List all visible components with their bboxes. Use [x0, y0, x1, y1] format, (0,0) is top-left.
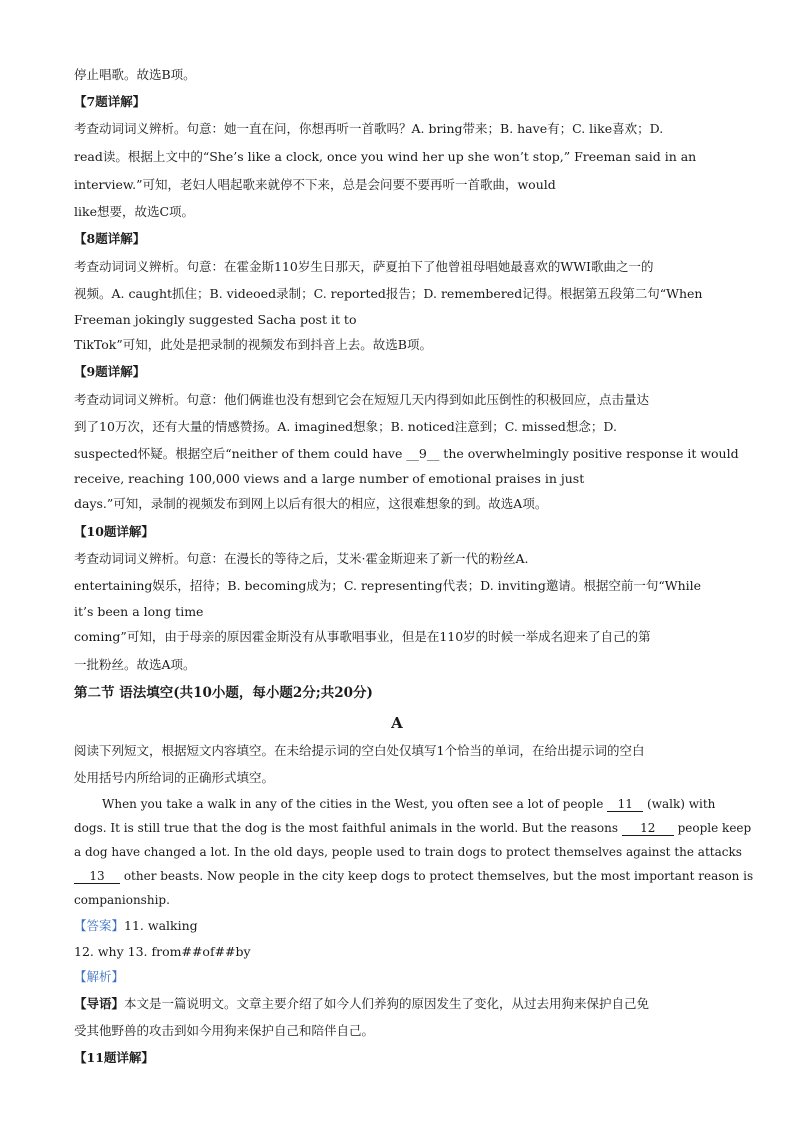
guide-label: 【导语】: [74, 996, 125, 1011]
question-8-heading: 【8题详解】: [74, 231, 146, 246]
text-line: receive, reaching 100,000 views and a large number of emotional praises in just: [74, 471, 585, 486]
question-10-heading: 【10题详解】: [74, 524, 154, 539]
text-line: interview.”可知，老妇人唱起歌来就停不下来，总是会问要不要再听一首歌曲，would: [74, 177, 556, 192]
blank-13: 13: [74, 869, 120, 884]
text-line: 视频。A. caught抓住；B. videoed录制；C. reported报告；D. remembered记得。根据第五段第二句“When: [74, 286, 703, 301]
answer-line: 【答案】11. walking: [74, 918, 198, 933]
passage-line-3: a dog have changed a lot. In the old days, people used to train dogs to protect themselves against the attacks: [74, 845, 742, 859]
guide-line-2: 受其他野兽的攻击到如今用狗来保护自己和陪伴自己。: [74, 1023, 375, 1038]
passage-line-4: 13 other beasts. Now people in the city keep dogs to protect themselves, but the most important reason is: [74, 867, 753, 885]
text-line: 考查动词词义辨析。句意：她一直在问，你想再听一首歌吗？A. bring带来；B. have有；C. like喜欢；D.: [74, 121, 664, 136]
passage-line-1: When you take a walk in any of the cities in the West, you often see a lot of people 11 (walk) with: [102, 797, 716, 811]
text-line: days.”可知，录制的视频发布到网上以后有很大的相应，这很难想象的到。故选A项。: [74, 496, 548, 511]
passage-line-2: dogs. It is still true that the dog is the most faithful animals in the world. But the reasons 12 people keep: [74, 821, 752, 835]
text-line: 考查动词词义辨析。句意：他们俩谁也没有想到它会在短短几天内得到如此压倒性的积极回应，点击量达: [74, 392, 650, 407]
question-7-heading: 【7题详解】: [74, 94, 146, 109]
blank-12: 12: [622, 821, 674, 836]
text-line: 考查动词词义辨析。句意：在霍金斯110岁生日那天，萨夏拍下了他曾祖母唱她最喜欢的WWI歌曲之一的: [74, 259, 654, 274]
text-line: entertaining娱乐，招待；B. becoming成为；C. representing代表；D. inviting邀请。根据空前一句“While: [74, 578, 702, 593]
instruction-line: 阅读下列短文，根据短文内容填空。在未给提示词的空白处仅填写1个恰当的单词，在给出提示词的空白: [74, 743, 645, 758]
text-line: Freeman jokingly suggested Sacha post it to: [74, 312, 357, 327]
text-line: 考查动词词义辨析。句意：在漫长的等待之后，艾米·霍金斯迎来了新一代的粉丝A.: [74, 551, 529, 566]
answer-label: 【答案】: [74, 918, 125, 933]
blank-11: 11: [607, 797, 643, 812]
text-line: like想要，故选C项。: [74, 204, 195, 219]
section-title: 第二节 语法填空(共10小题，每小题2分;共20分): [74, 685, 373, 701]
text-line: coming”可知，由于母亲的原因霍金斯没有从事歌唱事业，但是在110岁的时候一举成名迎来了自己的第: [74, 629, 651, 644]
text-line: 一批粉丝。故选A项。: [74, 657, 196, 672]
instruction-line: 处用括号内所给词的正确形式填空。: [74, 770, 275, 785]
text-line: it’s been a long time: [74, 604, 204, 619]
passage-line-5: companionship.: [74, 893, 170, 907]
text-line: read读。根据上文中的“She’s like a clock, once you wind her up she won’t stop,” Freeman said in an: [74, 149, 697, 164]
guide-line: 【导语】本文是一篇说明文。文章主要介绍了如今人们养狗的原因发生了变化，从过去用狗来保护自己免: [74, 996, 650, 1011]
text-line: 到了10万次，还有大量的情感赞扬。A. imagined想象；B. noticed注意到；C. missed想念；D.: [74, 419, 617, 434]
text-line: TikTok”可知，此处是把录制的视频发布到抖音上去。故选B项。: [74, 337, 432, 352]
part-heading: A: [391, 714, 403, 732]
text-line: suspected怀疑。根据空后“neither of them could have __9__ the overwhelmingly positive response it would: [74, 446, 739, 461]
question-9-heading: 【9题详解】: [74, 364, 146, 379]
question-11-heading: 【11题详解】: [74, 1050, 154, 1065]
answer-line-2: 12. why 13. from##of##by: [74, 944, 251, 959]
analysis-label: 【解析】: [74, 969, 125, 984]
text-line: 停止唱歌。故选B项。: [74, 67, 196, 82]
